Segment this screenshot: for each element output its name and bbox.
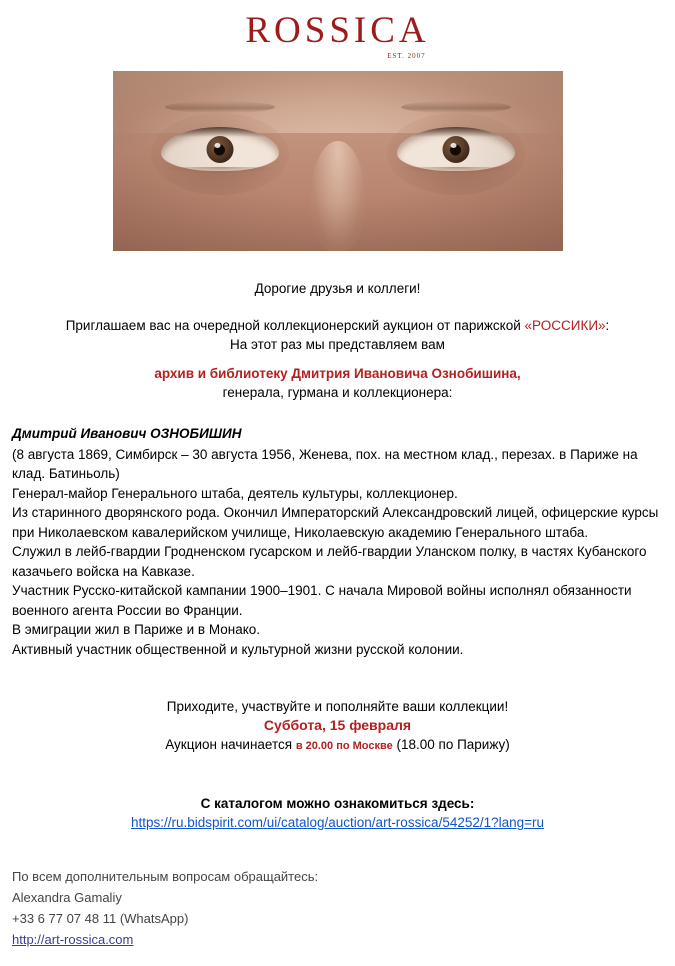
logo-wordmark: ROSSICA	[245, 10, 430, 51]
this-time-text: На этот раз мы представляем вам	[230, 337, 445, 352]
call-to-action-text: Приходите, участвуйте и пополняйте ваши коллекции!	[166, 699, 509, 714]
biography-line: В эмиграции жил в Париже и в Монако.	[12, 622, 261, 637]
brand-logo	[0, 0, 675, 61]
biography-line: Участник Русско-китайской кампании 1900–1901. С начала Мировой войны исполнял обязанности военного агента России во Франции.	[12, 583, 632, 618]
biography-line: Генерал-майор Генерального штаба, деятель культуры, коллекционер.	[12, 485, 458, 501]
invitation-suffix: :	[605, 318, 610, 333]
email-body	[0, 251, 675, 832]
start-prefix: Аукцион начинается	[165, 737, 296, 752]
image-vignette	[113, 71, 563, 251]
eyes-portrait-image	[113, 71, 563, 251]
footer-contact-name: Alexandra Gamaliy	[12, 890, 122, 905]
biography-block	[12, 424, 663, 659]
invitation-paragraph	[12, 316, 663, 335]
greeting-text: Дорогие друзья и коллеги!	[254, 281, 421, 296]
footer-questions-text: По всем дополнительным вопросам обращайтесь:	[12, 869, 319, 884]
catalog-link-wrapper	[12, 813, 663, 832]
invitation-prefix: Приглашаем вас на очередной коллекционерский аукцион от парижской	[65, 318, 525, 333]
biography-line: Активный участник общественной и культурной жизни русской колонии.	[12, 641, 464, 657]
start-time-moscow: в 20.00 по Москве	[295, 740, 393, 752]
logo-established: EST. 2007	[387, 52, 426, 60]
biography-line: Служил в лейб-гвардии Гродненском гусарском и лейб-гвардии Уланском полку, в частях Кубанского казачьего войска на Кавказе.	[12, 544, 647, 579]
auction-date-text: Суббота, 15 февраля	[263, 717, 412, 733]
auction-start-time	[12, 735, 663, 756]
catalog-heading: С каталогом можно ознакомиться здесь:	[200, 796, 475, 811]
footer-website-link[interactable]: http://art-rossica.com	[12, 932, 134, 947]
biography-line: Из старинного дворянского рода. Окончил Императорский Александровский лицей, офицерские курсы при Николаевском кавалерийском училище, Николаевскую академию Генерального штаба.	[12, 505, 659, 540]
biography-name: Дмитрий Иванович ОЗНОБИШИН	[12, 426, 242, 441]
footer-block	[0, 866, 675, 950]
catalog-link[interactable]: https://ru.bidspirit.com/ui/catalog/auction/art-rossica/54252/1?lang=ru	[130, 815, 545, 830]
invitation-brand: «РОССИКИ»	[524, 318, 606, 333]
footer-phone: +33 6 77 07 48 11 (WhatsApp)	[12, 911, 189, 926]
biography-line: (8 августа 1869, Симбирск – 30 августа 1956, Женева, пох. на местном клад., перезах. в Париже на клад. Батиньоль)	[12, 446, 638, 481]
hero-image-wrapper	[0, 71, 675, 251]
start-time-paris: (18.00 по Парижу)	[392, 737, 510, 752]
lot-subtitle-text: генерала, гурмана и коллекционера:	[222, 385, 453, 400]
lot-highlight-text: архив и библиотеку Дмитрия Ивановича Ознобишина,	[154, 366, 521, 381]
